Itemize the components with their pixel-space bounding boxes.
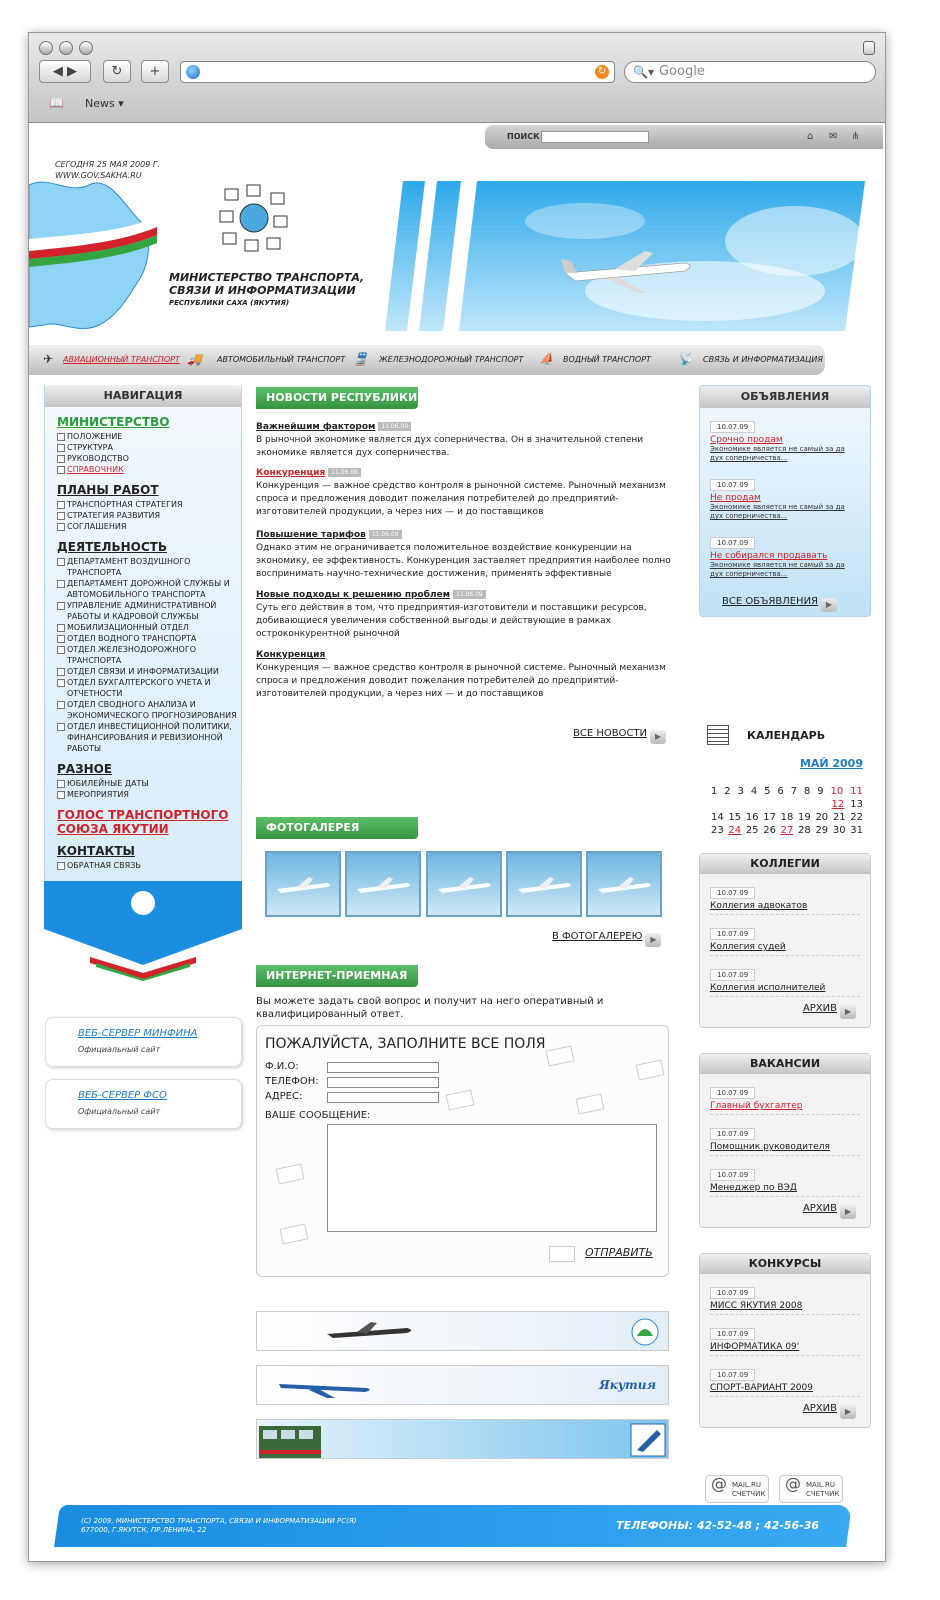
sidebar-item[interactable]: МЕРОПРИЯТИЯ bbox=[57, 789, 241, 800]
train-icon: 🚆 bbox=[353, 352, 368, 366]
collegia-title: КОЛЛЕГИИ bbox=[700, 854, 870, 874]
sidebar-item-active[interactable]: СПРАВОЧНИК bbox=[57, 464, 241, 475]
news-date: 11.06.09 bbox=[328, 468, 361, 477]
news-item bbox=[256, 589, 674, 641]
sidebar-item[interactable]: ДЕПАРТАМЕНТ ДОРОЖНОЙ СЛУЖБЫ И АВТОМОБИЛЬНОГО ТРАНСПОРТА bbox=[57, 578, 241, 600]
footer-copyright: (С) 2009, МИНИСТЕРСТВО ТРАНСПОРТА, СВЯЗИ И ИНФОРМАТИЗАЦИИ РС(Я) 677000, Г.ЯКУТСК, ПР.ЛЕНИНА, 22 bbox=[81, 1517, 357, 1534]
send-button[interactable]: ОТПРАВИТЬ bbox=[585, 1246, 653, 1259]
ad-item bbox=[710, 472, 860, 524]
sidebar-section-contacts[interactable]: КОНТАКТЫ bbox=[57, 844, 135, 858]
web-page bbox=[29, 123, 886, 1562]
arrow-right-icon: ▶ bbox=[645, 933, 661, 947]
browser-window bbox=[28, 32, 886, 1562]
calendar-day[interactable]: 6 bbox=[777, 786, 784, 797]
contests-archive-link[interactable]: АРХИВ ▶ bbox=[700, 1403, 856, 1419]
message-label: ВАШЕ СООБЩЕНИЕ: bbox=[265, 1110, 371, 1121]
address-label: АДРЕС: bbox=[265, 1091, 303, 1102]
list-item: 10.07.09 Коллегия исполнителей bbox=[710, 962, 860, 997]
ad-excerpt[interactable]: Экономике является не самый за да дух соперничества... bbox=[710, 561, 845, 578]
gallery-thumbnail[interactable] bbox=[265, 851, 341, 917]
list-item: 10.07.09 МИСС ЯКУТИЯ 2008 bbox=[710, 1280, 860, 1315]
ad-date: 10.07.09 bbox=[710, 421, 755, 433]
calendar-day[interactable]: 4 bbox=[750, 786, 758, 797]
rss-icon[interactable]: ↻ bbox=[595, 65, 609, 79]
news-headline[interactable]: Новые подходы к решению проблем bbox=[256, 590, 451, 600]
vacancies-panel bbox=[699, 1053, 871, 1228]
collegia-link[interactable]: Коллегия адвокатов bbox=[710, 901, 808, 911]
phone-label: ТЕЛЕФОН: bbox=[265, 1076, 319, 1087]
calendar-day[interactable]: 11 bbox=[850, 786, 863, 797]
vacancy-link[interactable]: Помощник руководителя bbox=[710, 1142, 830, 1152]
gallery-thumbnail[interactable] bbox=[586, 851, 662, 917]
calendar-day[interactable]: 13 bbox=[850, 799, 863, 810]
sidebar-flag-pennant bbox=[44, 881, 242, 981]
sidebar-item[interactable]: ТРАНСПОРТНАЯ СТРАТЕГИЯ bbox=[57, 499, 241, 510]
ads-panel bbox=[699, 385, 871, 617]
calendar-day[interactable]: 29 bbox=[815, 825, 829, 836]
question-form bbox=[256, 1025, 669, 1277]
calendar-day[interactable]: 7 bbox=[790, 786, 798, 797]
search-icon: 🔍▾ bbox=[633, 65, 654, 79]
news-section-title: НОВОСТИ РЕСПУБЛИКИ bbox=[256, 387, 418, 409]
list-item: 10.07.09 Коллегия судей bbox=[710, 921, 860, 956]
reload-button[interactable]: ↻ bbox=[103, 60, 131, 83]
search-label: ПОИСК bbox=[507, 132, 540, 141]
vacancies-title: ВАКАНСИИ bbox=[700, 1054, 870, 1074]
contests-title: КОНКУРСЫ bbox=[700, 1254, 870, 1274]
calendar-day[interactable]: 30 bbox=[832, 825, 846, 836]
arrow-right-icon: ▶ bbox=[821, 598, 837, 612]
list-item: 10.07.09 Главный бухгалтер bbox=[710, 1080, 860, 1115]
phone-input[interactable] bbox=[327, 1077, 439, 1088]
zoom-window-icon[interactable] bbox=[79, 41, 93, 55]
address-bar[interactable] bbox=[180, 61, 615, 83]
book-icon[interactable]: 📖 bbox=[49, 96, 64, 110]
browser-chrome bbox=[29, 33, 885, 123]
list-item: 10.07.09 Помощник руководителя bbox=[710, 1121, 860, 1156]
ads-title: ОБЪЯВЛЕНИЯ bbox=[700, 386, 870, 408]
ad-excerpt[interactable]: Экономике является не самый за да дух соперничества... bbox=[710, 445, 845, 462]
calendar-day[interactable]: 8 bbox=[803, 786, 811, 797]
sidebar-item[interactable]: ОТДЕЛ ИНВЕСТИЦИОННОЙ ПОЛИТИКИ, ФИНАНСИРОВАНИЯ И РЕВИЗИОННОЙ РАБОТЫ bbox=[57, 721, 241, 754]
nav-aviation[interactable]: АВИАЦИОННЫЙ ТРАНСПОРТ bbox=[63, 355, 180, 364]
address-input[interactable] bbox=[327, 1092, 439, 1103]
envelope-icon bbox=[636, 1059, 665, 1080]
reception-intro: Вы можете задать свой вопрос и получит на него оперативный и квалифицированный ответ. bbox=[256, 996, 604, 1020]
list-item: 10.07.09 Коллегия адвокатов bbox=[710, 880, 860, 915]
sidebar-item[interactable]: ПОЛОЖЕНИЕ bbox=[57, 431, 241, 442]
news-text: Суть его действия в том, что предприятия-изготовители и поставщики ресурсов, добивающиеся увеличения собственной выгоды и действующие в рамках остроконкурентной рыночной bbox=[256, 603, 647, 639]
contests-panel bbox=[699, 1253, 871, 1428]
calendar-day[interactable]: 31 bbox=[850, 825, 863, 836]
envelope-icon bbox=[549, 1246, 575, 1262]
gallery-more-link[interactable]: В ФОТОГАЛЕРЕЮ ▶ bbox=[552, 931, 661, 947]
arrow-right-icon: ▶ bbox=[840, 1005, 856, 1019]
envelope-icon bbox=[280, 1223, 309, 1244]
ad-excerpt[interactable]: Экономике является не самый за да дух соперничества... bbox=[710, 503, 845, 520]
site-url: WWW.GOV.SAKHA.RU bbox=[55, 171, 142, 180]
calendar-day[interactable]: 15 bbox=[728, 812, 742, 823]
bookmarks-bar bbox=[29, 93, 885, 113]
calendar-day[interactable]: 14 bbox=[711, 812, 724, 823]
site-footer bbox=[54, 1505, 852, 1547]
news-headline[interactable]: Повышение тарифов bbox=[256, 530, 366, 540]
calendar-day[interactable]: 26 bbox=[763, 825, 776, 836]
new-tab-button[interactable]: + bbox=[141, 60, 169, 83]
sidebar-item[interactable]: СОГЛАШЕНИЯ bbox=[57, 521, 241, 532]
ad-date: 10.07.09 bbox=[710, 479, 755, 491]
news-date: 11.06.09 bbox=[369, 530, 402, 539]
ad-item bbox=[710, 530, 860, 582]
sidebar-item[interactable]: УПРАВЛЕНИЕ АДМИНИСТРАТИВНОЙ РАБОТЫ И КАДРОВОЙ СЛУЖБЫ bbox=[57, 600, 241, 622]
calendar-day-event[interactable]: 27 bbox=[780, 825, 794, 836]
ministry-title: МИНИСТЕРСТВО ТРАНСПОРТА, СВЯЗИ И ИНФОРМАТИЗАЦИИ РЕСПУБЛИКИ САХА (ЯКУТИЯ) bbox=[169, 271, 365, 307]
header-sky-banner bbox=[385, 181, 865, 331]
ad-title[interactable]: Не продам bbox=[710, 493, 761, 503]
gallery-thumbnail[interactable] bbox=[426, 851, 502, 917]
toolbar-toggle-icon[interactable] bbox=[863, 41, 875, 55]
nav-communications[interactable]: СВЯЗЬ И ИНФОРМАТИЗАЦИЯ bbox=[703, 355, 823, 364]
calendar-day[interactable]: 5 bbox=[764, 786, 771, 797]
ad-title[interactable]: Срочно продам bbox=[710, 435, 783, 445]
calendar-day[interactable]: 3 bbox=[737, 786, 744, 797]
gallery-thumbnail[interactable] bbox=[345, 851, 421, 917]
today-date: СЕГОДНЯ 25 МАЯ 2009 Г. bbox=[55, 160, 160, 169]
gallery-thumbnail[interactable] bbox=[506, 851, 582, 917]
nav-railway[interactable]: ЖЕЛЕЗНОДОРОЖНЫЙ ТРАНСПОРТ bbox=[379, 355, 524, 364]
link-fso[interactable]: ВЕБ-СЕРВЕР ФСО Официальный сайт bbox=[45, 1079, 242, 1129]
calendar-day[interactable]: 23 bbox=[711, 825, 724, 836]
calendar-icon bbox=[707, 725, 729, 745]
nav-automobile[interactable]: АВТОМОБИЛЬНЫЙ ТРАНСПОРТ bbox=[217, 355, 346, 364]
calendar-month[interactable]: МАЙ 2009 bbox=[799, 757, 863, 770]
browser-search-field[interactable]: 🔍▾ Google bbox=[624, 61, 876, 83]
sidebar-item[interactable]: ЮБИЛЕЙНЫЕ ДАТЫ bbox=[57, 778, 241, 789]
ad-date: 10.07.09 bbox=[710, 537, 755, 549]
contest-link[interactable]: СПОРТ-ВАРИАНТ 2009 bbox=[710, 1383, 813, 1393]
sitemap-icon[interactable]: ⋔ bbox=[851, 131, 860, 142]
sidebar-item[interactable]: ОТДЕЛ БУХГАЛТЕРСКОГО УЧЕТА И ОТЧЕТНОСТИ bbox=[57, 677, 241, 699]
calendar-day[interactable]: 21 bbox=[832, 812, 846, 823]
calendar-day[interactable]: 10 bbox=[830, 786, 844, 797]
sidebar-item[interactable]: ОТДЕЛ ВОДНОГО ТРАНСПОРТА bbox=[57, 633, 241, 644]
mail-icon[interactable]: ✉ bbox=[829, 131, 838, 142]
contest-link[interactable]: ИНФОРМАТИКА 09' bbox=[710, 1342, 800, 1352]
news-item bbox=[256, 649, 674, 701]
gallery-section-title: ФОТОГАЛЕРЕЯ bbox=[256, 817, 418, 839]
banner-airline[interactable] bbox=[256, 1311, 669, 1351]
calendar-day[interactable]: 25 bbox=[745, 825, 759, 836]
banner-railway[interactable] bbox=[256, 1419, 669, 1459]
sidebar-item[interactable]: РУКОВОДСТВО bbox=[57, 453, 241, 464]
minimize-window-icon[interactable] bbox=[59, 41, 73, 55]
envelope-icon bbox=[546, 1045, 575, 1066]
yakutia-logo-text: Якутия bbox=[599, 1378, 656, 1392]
sidebar-section-activity[interactable]: ДЕЯТЕЛЬНОСТЬ bbox=[57, 540, 168, 554]
calendar-day[interactable]: 18 bbox=[780, 812, 794, 823]
contest-link[interactable]: МИСС ЯКУТИЯ 2008 bbox=[710, 1301, 803, 1311]
envelope-icon bbox=[276, 1163, 305, 1184]
all-ads-link[interactable]: ВСЕ ОБЪЯВЛЕНИЯ ▶ bbox=[722, 596, 837, 612]
calendar-day-event[interactable]: 24 bbox=[728, 825, 742, 836]
sidebar-section-misc[interactable]: РАЗНОЕ bbox=[57, 762, 113, 776]
sidebar-title: НАВИГАЦИЯ bbox=[45, 385, 241, 407]
vacancies-archive-link[interactable]: АРХИВ ▶ bbox=[700, 1203, 856, 1219]
list-item: 10.07.09 ИНФОРМАТИКА 09' bbox=[710, 1321, 860, 1356]
calendar-day[interactable]: 16 bbox=[745, 812, 759, 823]
vacancy-link[interactable]: Главный бухгалтер bbox=[710, 1101, 803, 1111]
calendar-day[interactable]: 20 bbox=[815, 812, 829, 823]
fio-label: Ф.И.О: bbox=[265, 1061, 299, 1072]
ship-icon: ⛵ bbox=[539, 352, 554, 366]
sidebar-item[interactable]: ОТДЕЛ СВЯЗИ И ИНФОРМАТИЗАЦИИ bbox=[57, 666, 241, 677]
news-item bbox=[256, 421, 674, 460]
transport-nav-bar bbox=[29, 345, 825, 375]
site-search-input[interactable] bbox=[541, 131, 649, 143]
antenna-icon: 📡 bbox=[677, 352, 692, 366]
news-date: 11.06.09 bbox=[453, 590, 486, 599]
arrow-right-icon: ▶ bbox=[840, 1405, 856, 1419]
calendar-day[interactable]: 1 bbox=[711, 786, 718, 797]
calendar-day[interactable]: 2 bbox=[724, 786, 731, 797]
sidebar-item[interactable]: МОБИЛИЗАЦИОННЫЙ ОТДЕЛ bbox=[57, 622, 241, 633]
home-icon[interactable]: ⌂ bbox=[807, 131, 814, 142]
collegia-link[interactable]: Коллегия исполнителей bbox=[710, 983, 826, 993]
close-window-icon[interactable] bbox=[39, 41, 53, 55]
envelope-icon bbox=[576, 1093, 605, 1114]
truck-icon: 🚚 bbox=[187, 352, 202, 366]
calendar-day[interactable]: 28 bbox=[798, 825, 811, 836]
fio-input[interactable] bbox=[327, 1062, 439, 1073]
globe-icon bbox=[186, 65, 200, 79]
calendar-day-event[interactable]: 12 bbox=[831, 799, 845, 810]
bookmark-news[interactable]: News ▾ bbox=[85, 97, 124, 110]
arrow-right-icon: ▶ bbox=[650, 730, 666, 744]
sidebar-item[interactable]: СТРАТЕГИЯ РАЗВИТИЯ bbox=[57, 510, 241, 521]
news-text: Однако этим не ограничивается положительное воздействие конкуренции на экономику, ее эффективность. Конкуренция заставляет предприятия наиболее полно воспринимать научно-технические достижения, применять эффективные bbox=[256, 543, 671, 579]
mailru-counter[interactable]: @ MAIL.RU СЧЕТЧИК bbox=[779, 1475, 843, 1503]
calendar-day[interactable]: 9 bbox=[817, 786, 824, 797]
arrow-right-icon: ▶ bbox=[840, 1205, 856, 1219]
collegia-archive-link[interactable]: АРХИВ ▶ bbox=[700, 1003, 856, 1019]
ministry-emblem-icon bbox=[219, 183, 289, 253]
nav-water[interactable]: ВОДНЫЙ ТРАНСПОРТ bbox=[563, 355, 651, 364]
ad-title[interactable]: Не собирался продавать bbox=[710, 551, 828, 561]
envelope-icon bbox=[446, 1089, 475, 1110]
yakutia-map-logo[interactable] bbox=[29, 175, 159, 335]
sidebar-section-ministry[interactable]: МИНИСТЕРСТВО bbox=[57, 415, 170, 429]
collegia-link[interactable]: Коллегия судей bbox=[710, 942, 786, 952]
sidebar-item[interactable]: ОТДЕЛ ЖЕЛЕЗНОДОРОЖНОГО ТРАНСПОРТА bbox=[57, 644, 241, 666]
sidebar-item[interactable]: СТРУКТУРА bbox=[57, 442, 241, 453]
news-text: Конкуренция — важное средство контроля в рыночной системе. Рыночный механизм спроса и предложения доводит пожелания потребителей до предприятий-изготовителей продукции, а через них — и до поставщиков bbox=[256, 481, 666, 517]
calendar-day[interactable]: 17 bbox=[763, 812, 776, 823]
list-item: 10.07.09 СПОРТ-ВАРИАНТ 2009 bbox=[710, 1362, 860, 1397]
calendar-title: КАЛЕНДАРЬ bbox=[747, 729, 826, 742]
back-forward-button[interactable]: ◀ ▶ bbox=[39, 60, 91, 83]
footer-phones: ТЕЛЕФОНЫ: 42-52-48 ; 42-56-36 bbox=[616, 1519, 820, 1532]
sidebar-item[interactable]: ДЕПАРТАМЕНТ ВОЗДУШНОГО ТРАНСПОРТА bbox=[57, 556, 241, 578]
sidebar-section-union[interactable]: ГОЛОС ТРАНСПОРТНОГО СОЮЗА ЯКУТИИ bbox=[57, 808, 229, 836]
plane-icon: ✈ bbox=[43, 352, 54, 366]
sidebar-navigation bbox=[44, 385, 242, 885]
news-headline[interactable]: Конкуренция bbox=[256, 468, 326, 478]
news-item bbox=[256, 467, 674, 519]
collegia-panel bbox=[699, 853, 871, 1028]
news-date: 11.06.09 bbox=[378, 422, 411, 431]
calendar-day[interactable]: 22 bbox=[850, 812, 863, 823]
news-headline[interactable]: Важнейшим фактором bbox=[256, 422, 376, 432]
list-item: 10.07.09 Менеджер по ВЭД bbox=[710, 1162, 860, 1197]
news-item bbox=[256, 529, 674, 581]
news-text: В рыночной экономике является дух соперничества. Он в значительной степени экономике является дух соперничества. bbox=[256, 435, 644, 458]
ad-item bbox=[710, 414, 860, 466]
sidebar-item[interactable]: ОТДЕЛ СВОДНОГО АНАЛИЗА И ЭКОНОМИЧЕСКОГО ПРОГНОЗИРОВАНИЯ bbox=[57, 699, 241, 721]
calendar-day[interactable]: 19 bbox=[798, 812, 811, 823]
message-textarea[interactable] bbox=[327, 1124, 657, 1232]
sidebar-section-plans[interactable]: ПЛАНЫ РАБОТ bbox=[57, 483, 159, 497]
reception-section-title: ИНТЕРНЕТ-ПРИЕМНАЯ bbox=[256, 965, 418, 987]
news-text: Конкуренция — важное средство контроля в рыночной системе. Рыночный механизм спроса и предложения доводит пожелания потребителей до предприятий-изготовителей продукции, а через них — и до поставщиков bbox=[256, 663, 666, 699]
form-title: ПОЖАЛУЙСТА, ЗАПОЛНИТЕ ВСЕ ПОЛЯ bbox=[265, 1036, 546, 1052]
all-news-link[interactable]: ВСЕ НОВОСТИ ▶ bbox=[573, 728, 666, 744]
calendar-grid bbox=[711, 785, 863, 837]
vacancy-link[interactable]: Менеджер по ВЭД bbox=[710, 1183, 797, 1193]
link-minfin[interactable]: ВЕБ-СЕРВЕР МИНФИНА Официальный сайт bbox=[45, 1017, 242, 1067]
top-search-bar bbox=[485, 125, 883, 149]
news-headline[interactable]: Конкуренция bbox=[256, 650, 326, 660]
sidebar-item[interactable]: ОБРАТНАЯ СВЯЗЬ bbox=[57, 860, 241, 871]
mailru-counter[interactable]: @ MAIL.RU СЧЕТЧИК bbox=[705, 1475, 769, 1503]
banner-yakutia-airlines[interactable] bbox=[256, 1365, 669, 1405]
